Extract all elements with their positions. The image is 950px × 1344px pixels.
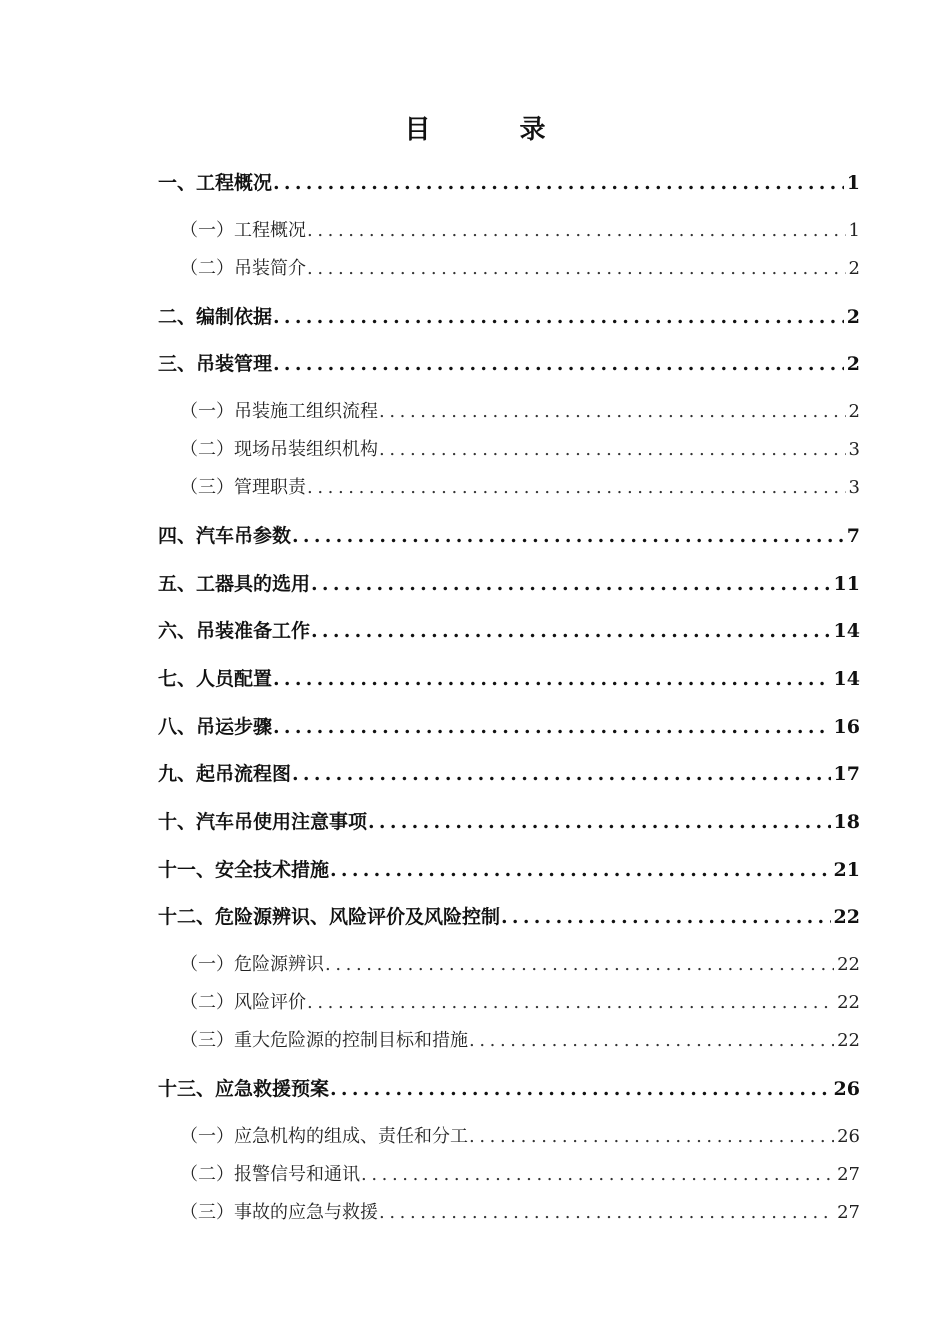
toc-page-number: 26 bbox=[837, 1126, 860, 1147]
toc-page-number: 2 bbox=[848, 258, 860, 279]
toc-dot-leader bbox=[311, 616, 831, 646]
toc-entry-title: 十、汽车吊使用注意事项 bbox=[158, 811, 368, 833]
toc-chapter-entry[interactable] bbox=[158, 712, 860, 742]
toc-section-entry[interactable] bbox=[180, 1122, 860, 1152]
toc-page-number: 1 bbox=[846, 172, 860, 194]
toc-dot-leader bbox=[307, 988, 834, 1018]
toc-dot-leader bbox=[311, 569, 831, 599]
toc-dot-leader bbox=[379, 397, 846, 427]
toc-section-entry[interactable] bbox=[180, 435, 860, 465]
toc-entry-title: （一）工程概况 bbox=[180, 220, 306, 241]
toc-entry-title: （二）报警信号和通讯 bbox=[180, 1164, 360, 1185]
toc-entry-title: 十三、应急救援预案 bbox=[158, 1078, 330, 1100]
toc-page-number: 27 bbox=[837, 1164, 860, 1185]
toc-entry-title: （一）应急机构的组成、责任和分工 bbox=[180, 1126, 468, 1147]
toc-dot-leader bbox=[273, 168, 844, 198]
toc-entry-title: （三）重大危险源的控制目标和措施 bbox=[180, 1030, 468, 1051]
toc-page-number: 22 bbox=[837, 1030, 860, 1051]
toc-page-number: 7 bbox=[846, 525, 860, 547]
toc-dot-leader bbox=[292, 759, 831, 789]
toc-section-entry[interactable] bbox=[180, 950, 860, 980]
toc-entry-title: （二）吊装简介 bbox=[180, 258, 306, 279]
toc-dot-leader bbox=[379, 1198, 834, 1228]
toc-chapter-entry[interactable] bbox=[158, 302, 860, 332]
toc-dot-leader bbox=[469, 1122, 834, 1152]
toc-page-number: 22 bbox=[837, 992, 860, 1013]
toc-chapter-entry[interactable] bbox=[158, 616, 860, 646]
toc-page-number: 22 bbox=[833, 906, 860, 928]
toc-dot-leader bbox=[307, 216, 846, 246]
toc-page-number: 18 bbox=[833, 811, 860, 833]
toc-dot-leader bbox=[501, 902, 831, 932]
toc-entry-title: （一）危险源辨识 bbox=[180, 954, 324, 975]
toc-dot-leader bbox=[368, 807, 831, 837]
toc-page-number: 2 bbox=[846, 306, 860, 328]
toc-dot-leader bbox=[325, 950, 834, 980]
toc-entry-title: （三）事故的应急与救援 bbox=[180, 1202, 378, 1223]
toc-page-number: 2 bbox=[848, 401, 860, 422]
toc-entry-title: 八、吊运步骤 bbox=[158, 716, 273, 738]
toc-chapter-entry[interactable] bbox=[158, 664, 860, 694]
toc-entry-title: （三）管理职责 bbox=[180, 477, 306, 498]
toc-dot-leader bbox=[273, 302, 844, 332]
toc-chapter-entry[interactable] bbox=[158, 807, 860, 837]
toc-dot-leader bbox=[292, 521, 844, 551]
toc-dot-leader bbox=[361, 1160, 834, 1190]
toc-dot-leader bbox=[379, 435, 846, 465]
toc-entry-title: 九、起吊流程图 bbox=[158, 763, 292, 785]
toc-chapter-entry[interactable] bbox=[158, 855, 860, 885]
toc-dot-leader bbox=[469, 1026, 834, 1056]
toc-section-entry[interactable] bbox=[180, 988, 860, 1018]
toc-entry-title: 十一、安全技术措施 bbox=[158, 859, 330, 881]
toc-dot-leader bbox=[273, 712, 831, 742]
toc-chapter-entry[interactable] bbox=[158, 902, 860, 932]
toc-entry-title: （二）现场吊装组织机构 bbox=[180, 439, 378, 460]
toc-section-entry[interactable] bbox=[180, 1026, 860, 1056]
toc-dot-leader bbox=[330, 855, 831, 885]
toc-section-entry[interactable] bbox=[180, 216, 860, 246]
toc-page-number: 14 bbox=[833, 668, 860, 690]
toc-entry-title: 五、工器具的选用 bbox=[158, 573, 311, 595]
toc-dot-leader bbox=[307, 254, 846, 284]
toc-dot-leader bbox=[330, 1074, 831, 1104]
toc-page-number: 16 bbox=[833, 716, 860, 738]
toc-page-number: 17 bbox=[833, 763, 860, 785]
toc-entry-title: 六、吊装准备工作 bbox=[158, 620, 311, 642]
toc-page-number: 26 bbox=[833, 1078, 860, 1100]
toc-section-entry[interactable] bbox=[180, 1160, 860, 1190]
toc-chapter-entry[interactable] bbox=[158, 759, 860, 789]
toc-page-number: 21 bbox=[833, 859, 860, 881]
toc-chapter-entry[interactable] bbox=[158, 168, 860, 198]
toc-entry-title: 三、吊装管理 bbox=[158, 353, 273, 375]
toc-dot-leader bbox=[273, 349, 844, 379]
toc-chapter-entry[interactable] bbox=[158, 569, 860, 599]
toc-dot-leader bbox=[273, 664, 831, 694]
toc-section-entry[interactable] bbox=[180, 254, 860, 284]
toc-section-entry[interactable] bbox=[180, 397, 860, 427]
toc-entry-title: （二）风险评价 bbox=[180, 992, 306, 1013]
toc-title: 目 录 bbox=[404, 115, 586, 145]
toc-page-number: 27 bbox=[837, 1202, 860, 1223]
toc-entry-title: 二、编制依据 bbox=[158, 306, 273, 328]
toc-entry-title: 十二、危险源辨识、风险评价及风险控制 bbox=[158, 906, 501, 928]
toc-section-entry[interactable] bbox=[180, 1198, 860, 1228]
toc-page-number: 2 bbox=[846, 353, 860, 375]
toc-entry-title: 四、汽车吊参数 bbox=[158, 525, 292, 547]
toc-page-number: 3 bbox=[848, 439, 860, 460]
toc-entry-title: 一、工程概况 bbox=[158, 172, 273, 194]
toc-page-number: 11 bbox=[833, 573, 860, 595]
toc-page-number: 22 bbox=[837, 954, 860, 975]
toc-page-number: 1 bbox=[848, 220, 860, 241]
toc-page-number: 3 bbox=[848, 477, 860, 498]
toc-page-number: 14 bbox=[833, 620, 860, 642]
toc-chapter-entry[interactable] bbox=[158, 521, 860, 551]
toc-chapter-entry[interactable] bbox=[158, 1074, 860, 1104]
toc-entry-title: 七、人员配置 bbox=[158, 668, 273, 690]
toc-entry-title: （一）吊装施工组织流程 bbox=[180, 401, 378, 422]
toc-section-entry[interactable] bbox=[180, 473, 860, 503]
toc-dot-leader bbox=[307, 473, 846, 503]
toc-chapter-entry[interactable] bbox=[158, 349, 860, 379]
